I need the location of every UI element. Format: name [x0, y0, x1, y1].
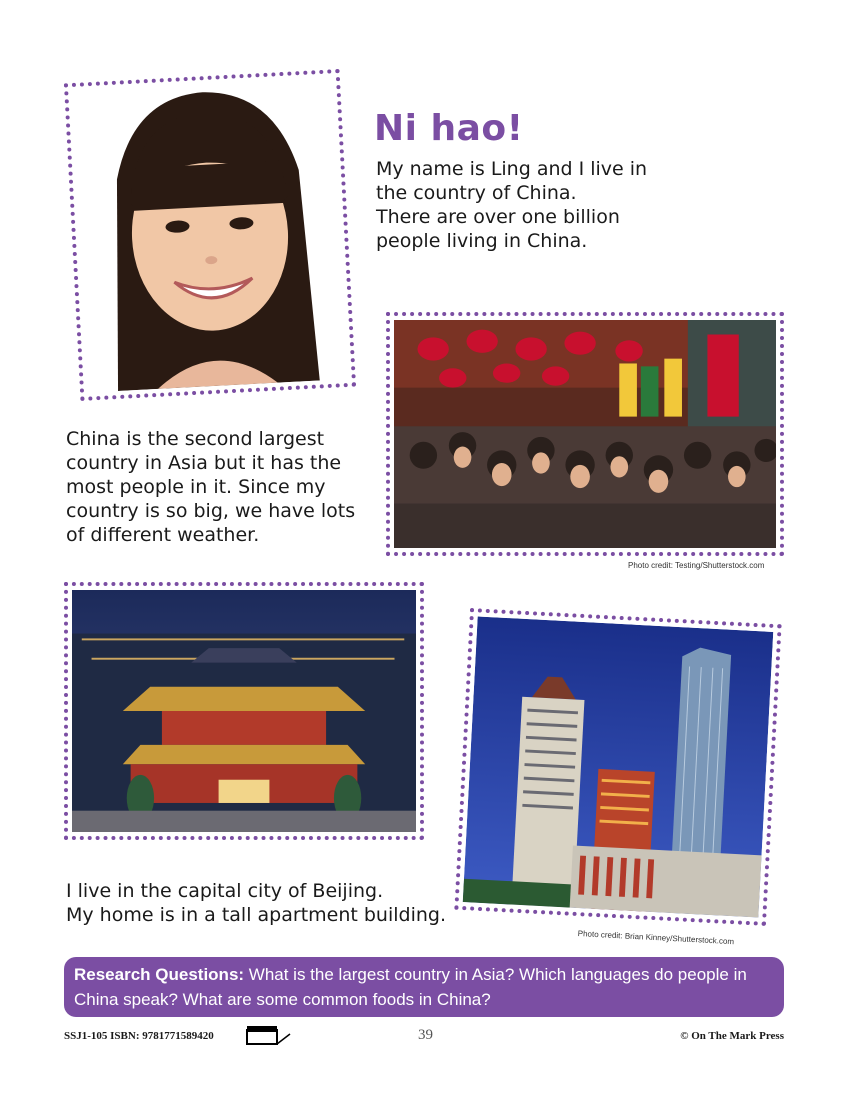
- asia-line: country in Asia but it has the: [66, 452, 342, 474]
- intro-line: There are over one billion: [376, 206, 620, 228]
- beijing-paragraph: [66, 879, 446, 927]
- footer-isbn: SSJ1-105 ISBN: 9781771589420: [64, 1030, 214, 1042]
- crowd-photo-credit: Photo credit: Testing/Shutterstock.com: [628, 561, 765, 570]
- intro-line: the country of China.: [376, 182, 577, 204]
- page-number: 39: [418, 1027, 433, 1043]
- asia-line: most people in it. Since my: [66, 476, 326, 498]
- beijing-line: I live in the capital city of Beijing.: [66, 880, 384, 902]
- girl-portrait-frame: [64, 69, 356, 401]
- beijing-towers-photo-frame: [454, 608, 781, 926]
- crowd-photo-frame: [386, 312, 784, 556]
- headline: Ni hao!: [374, 108, 524, 149]
- beijing-line: My home is in a tall apartment building.: [66, 904, 447, 926]
- footer-publisher: © On The Mark Press: [680, 1030, 784, 1042]
- girl-portrait-image: [72, 77, 347, 392]
- beijing-towers-photo-image: [463, 616, 774, 917]
- asia-paragraph: [66, 427, 355, 547]
- forbidden-city-photo-frame: [64, 582, 424, 840]
- asia-line: country is so big, we have lots: [66, 500, 356, 522]
- forbidden-city-photo-image: [72, 590, 416, 832]
- intro-paragraph: [376, 157, 647, 253]
- crowd-photo-image: [394, 320, 776, 548]
- asia-line: of different weather.: [66, 524, 260, 546]
- research-text: What is the largest country in Asia? Which languages do people in China speak? What are some common foods in China?: [74, 965, 747, 1009]
- intro-line: people living in China.: [376, 230, 588, 252]
- asia-line: China is the second largest: [66, 428, 325, 450]
- research-questions-box: [64, 957, 784, 1017]
- intro-line: My name is Ling and I live in: [376, 158, 648, 180]
- research-label: Research Questions:: [74, 965, 245, 984]
- book-logo-icon: [246, 1024, 292, 1050]
- towers-photo-credit: Photo credit: Brian Kinney/Shutterstock.com: [577, 929, 735, 947]
